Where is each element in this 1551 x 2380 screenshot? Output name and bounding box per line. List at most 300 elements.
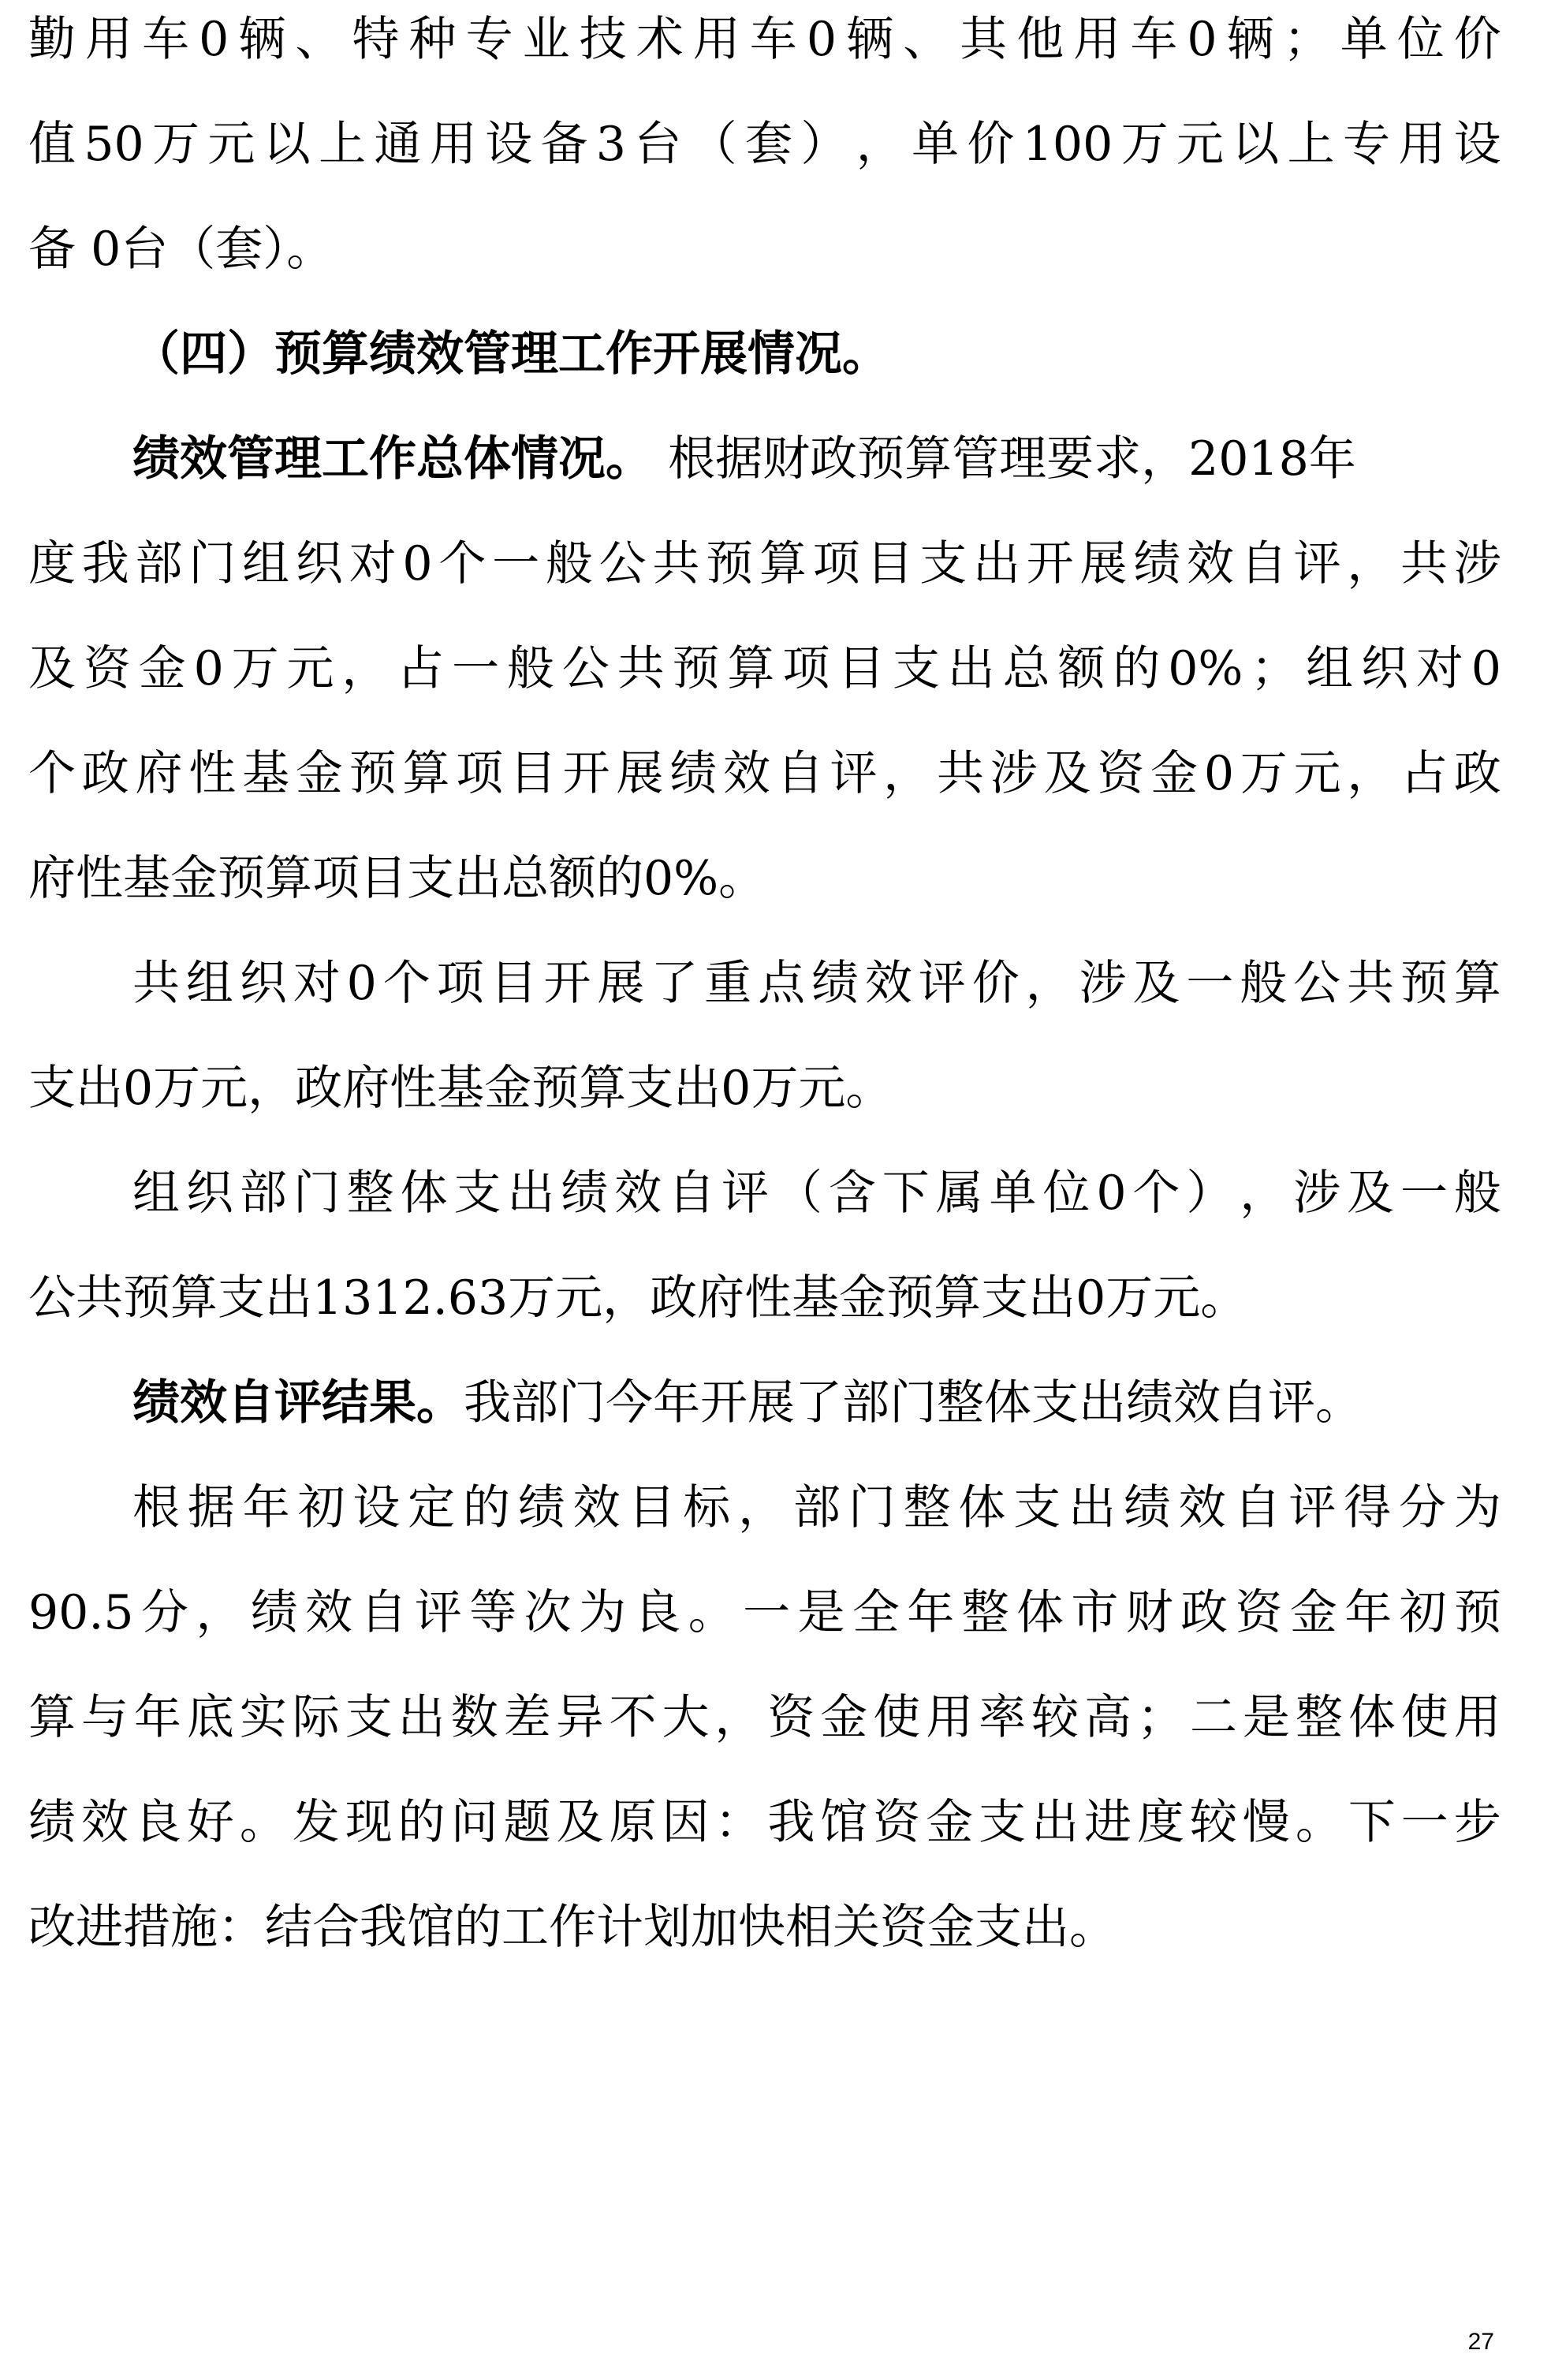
glyph: ，	[196, 1585, 244, 1640]
glyph: 算	[1453, 956, 1501, 1011]
glyph: （	[689, 117, 737, 172]
glyph: 发	[292, 1795, 340, 1850]
glyph: 金	[926, 1795, 974, 1850]
text-span: 我部门今年开展了部门整体支出绩效自评。	[464, 1375, 1363, 1431]
glyph: 据	[187, 1480, 235, 1535]
glyph: 市	[1071, 1585, 1119, 1640]
glyph: 效	[1178, 1480, 1226, 1535]
glyph: 般	[506, 641, 554, 696]
glyph: 专	[465, 12, 513, 67]
glyph: 自	[668, 1166, 716, 1221]
glyph: 等	[469, 1585, 517, 1640]
glyph: 门	[188, 536, 237, 591]
glyph: 。	[688, 1585, 736, 1640]
glyph: 支	[453, 1166, 501, 1221]
glyph: 值	[28, 117, 76, 172]
glyph: 万	[1240, 746, 1288, 801]
text-line	[132, 1468, 1501, 1547]
glyph: ，	[1240, 1166, 1288, 1221]
glyph: 为	[578, 1585, 626, 1640]
glyph: 金	[1289, 1585, 1337, 1640]
glyph: 万	[152, 117, 200, 172]
glyph: 。	[1295, 1795, 1343, 1850]
glyph: 门	[848, 1480, 896, 1535]
glyph: 专	[1342, 117, 1390, 172]
glyph: 以	[1232, 117, 1280, 172]
glyph: 使	[1400, 1690, 1448, 1745]
glyph: 效	[572, 1480, 621, 1535]
section-heading: （四）预算绩效管理工作开展情况。	[132, 326, 889, 382]
glyph: 政	[1453, 746, 1501, 801]
text-line: 改进措施：结合我馆的工作计划加快相关资金支出。	[28, 1900, 1117, 1955]
glyph: 政	[81, 746, 129, 801]
glyph: 用	[429, 117, 477, 172]
glyph: 效	[722, 746, 770, 801]
glyph: 整	[961, 1585, 1009, 1640]
glyph: 0	[402, 536, 433, 591]
glyph: ，	[1025, 956, 1073, 1011]
glyph: 用	[1398, 117, 1446, 172]
text-line	[28, 524, 1501, 603]
glyph: ）	[1186, 1166, 1234, 1221]
glyph: 资	[767, 1690, 815, 1745]
glyph: 个	[1132, 1166, 1180, 1221]
glyph: 台	[634, 117, 682, 172]
glyph: 初	[297, 1480, 345, 1535]
glyph: 体	[1016, 1585, 1064, 1640]
text-line: 公共预算支出1312.63万元，政府性基金预算支出0万元。	[28, 1270, 1248, 1326]
glyph: 支	[979, 1795, 1027, 1850]
glyph: 绩	[517, 1480, 565, 1535]
glyph: 车	[1130, 12, 1178, 67]
glyph: 整	[903, 1480, 951, 1535]
glyph: 目	[866, 536, 914, 591]
glyph: 了	[651, 956, 699, 1011]
glyph: 及	[1347, 1166, 1395, 1221]
glyph: 评	[1288, 1480, 1337, 1535]
glyph: 。	[239, 1795, 287, 1850]
glyph: 预	[1400, 956, 1448, 1011]
glyph: 项	[782, 641, 830, 696]
glyph: 共	[617, 641, 665, 696]
glyph: 绩	[250, 1585, 298, 1640]
glyph: 绩	[1123, 1480, 1171, 1535]
glyph: 资	[1235, 1585, 1283, 1640]
glyph: 年	[242, 1480, 290, 1535]
subheading-overall: 绩效管理工作总体情况。	[132, 431, 653, 487]
glyph: 良	[633, 1585, 681, 1640]
glyph: 绩	[1133, 536, 1181, 591]
glyph: 分	[1399, 1480, 1447, 1535]
glyph: 0%	[1168, 641, 1243, 696]
glyph: 含	[828, 1166, 876, 1221]
text-line	[28, 1783, 1501, 1862]
glyph: 般	[1453, 1166, 1501, 1221]
glyph: 出	[1031, 1795, 1079, 1850]
glyph: 体	[958, 1480, 1006, 1535]
glyph: 及	[1043, 746, 1091, 801]
glyph: 共	[652, 536, 700, 591]
glyph: 组	[132, 1166, 180, 1221]
glyph: 开	[1026, 536, 1074, 591]
glyph: 我	[767, 1795, 815, 1850]
glyph: 我	[81, 536, 129, 591]
glyph: 是	[797, 1585, 845, 1640]
glyph: 0	[1471, 641, 1501, 696]
glyph: 对	[293, 956, 341, 1011]
glyph: 的	[397, 1795, 446, 1850]
glyph: 的	[1113, 641, 1161, 696]
glyph: 占	[397, 641, 445, 696]
glyph: 元	[286, 641, 334, 696]
glyph: 技	[579, 12, 627, 67]
glyph: 个	[28, 746, 76, 801]
glyph: 织	[185, 1166, 233, 1221]
glyph: 共	[937, 746, 985, 801]
glyph: ；	[1283, 12, 1331, 67]
glyph: ，	[341, 641, 390, 696]
glyph: 因	[662, 1795, 710, 1850]
glyph: 及	[28, 641, 76, 696]
glyph: 辆	[846, 12, 894, 67]
glyph: 上	[319, 117, 367, 172]
glyph: 预	[349, 746, 397, 801]
glyph: 预	[672, 641, 720, 696]
glyph: ，	[714, 1690, 762, 1745]
page-number: 27	[1467, 2329, 1494, 2355]
glyph: 涉	[990, 746, 1038, 801]
glyph: 资	[83, 641, 131, 696]
glyph: 设	[352, 1480, 401, 1535]
glyph: 基	[242, 746, 290, 801]
glyph: 项	[812, 536, 860, 591]
glyph: ；	[1137, 1690, 1185, 1745]
glyph: 度	[1137, 1795, 1185, 1850]
glyph: 评	[721, 1166, 769, 1221]
glyph: ，	[1347, 536, 1395, 591]
glyph: 价	[1453, 12, 1501, 67]
glyph: 0	[1203, 746, 1235, 801]
glyph: 次	[524, 1585, 572, 1640]
glyph: 共	[1400, 536, 1448, 591]
glyph: 下	[1348, 1795, 1396, 1850]
glyph: 体	[1348, 1690, 1396, 1745]
glyph: 效	[864, 956, 912, 1011]
glyph: 二	[1189, 1690, 1237, 1745]
glyph: 备	[540, 117, 588, 172]
glyph: 织	[1361, 641, 1408, 696]
glyph: 下	[882, 1166, 930, 1221]
glyph: 万	[231, 641, 279, 696]
glyph: ，	[883, 746, 931, 801]
glyph: 一	[743, 1585, 791, 1640]
glyph: 步	[1453, 1795, 1501, 1850]
glyph: 整	[346, 1166, 394, 1221]
glyph: 评	[414, 1585, 462, 1640]
glyph: 自	[776, 746, 824, 801]
glyph: 得	[1344, 1480, 1392, 1535]
glyph: 进	[1084, 1795, 1132, 1850]
text-line: 支出0万元，政府性基金预算支出0万元。	[28, 1061, 893, 1116]
glyph: 以	[263, 117, 311, 172]
glyph: 慢	[1242, 1795, 1290, 1850]
glyph: 数	[450, 1690, 498, 1745]
glyph: 车	[749, 12, 797, 67]
glyph: 般	[1240, 956, 1288, 1011]
glyph: 金	[820, 1690, 868, 1745]
glyph: 是	[1242, 1690, 1290, 1745]
glyph: 差	[503, 1690, 551, 1745]
glyph: 展	[1079, 536, 1128, 591]
glyph: 部	[239, 1166, 287, 1221]
glyph: 政	[1180, 1585, 1228, 1640]
glyph: 高	[1084, 1690, 1132, 1745]
glyph: 总	[1002, 641, 1050, 696]
glyph: 预	[706, 536, 754, 591]
glyph: 3	[595, 117, 626, 172]
glyph: 业	[522, 12, 570, 67]
glyph: 算	[759, 536, 807, 591]
glyph: 绩	[811, 956, 859, 1011]
glyph: 一	[452, 641, 500, 696]
glyph: 对	[1415, 641, 1463, 696]
glyph: 金	[295, 746, 343, 801]
text-line	[28, 1678, 1501, 1757]
glyph: 自	[1240, 536, 1288, 591]
glyph: 用	[1453, 1690, 1501, 1745]
glyph: 价	[967, 117, 1015, 172]
glyph: 目	[490, 956, 538, 1011]
glyph: 较	[1189, 1795, 1237, 1850]
glyph: 根	[132, 1480, 180, 1535]
glyph: 个	[382, 956, 431, 1011]
glyph: 个	[438, 536, 487, 591]
glyph: 辆	[1226, 12, 1274, 67]
glyph: 位	[1042, 1166, 1091, 1221]
text-line	[28, 734, 1501, 813]
glyph: 公	[1293, 956, 1341, 1011]
glyph: 定	[408, 1480, 456, 1535]
glyph: 开	[562, 746, 610, 801]
text-line: 府性基金预算项目支出总额的0%。	[28, 851, 766, 906]
glyph: 标	[683, 1480, 731, 1535]
glyph: 评	[830, 746, 878, 801]
glyph: 额	[1057, 641, 1105, 696]
glyph: 部	[135, 536, 183, 591]
glyph: 效	[614, 1166, 662, 1221]
glyph: 效	[305, 1585, 353, 1640]
glyph: 年	[1344, 1585, 1393, 1640]
glyph: 问	[450, 1795, 498, 1850]
glyph: 术	[636, 12, 684, 67]
glyph: 金	[138, 641, 186, 696]
glyph: 支	[345, 1690, 393, 1745]
glyph: 异	[556, 1690, 604, 1745]
glyph: 公	[598, 536, 647, 591]
glyph: 底	[186, 1690, 234, 1745]
glyph: 单	[912, 117, 960, 172]
glyph: ，	[738, 1480, 786, 1535]
glyph: 用	[926, 1690, 974, 1745]
glyph: 0	[199, 12, 229, 67]
glyph: 设	[485, 117, 533, 172]
glyph: 府	[135, 746, 183, 801]
glyph: 目	[509, 746, 557, 801]
glyph: 组	[1306, 641, 1354, 696]
glyph: 评	[918, 956, 966, 1011]
glyph: 组	[185, 956, 233, 1011]
text-line	[132, 1154, 1501, 1233]
glyph: 占	[1400, 746, 1448, 801]
glyph: （	[774, 1166, 822, 1221]
glyph: ；	[1251, 641, 1299, 696]
glyph: 100	[1022, 117, 1113, 172]
glyph: 车	[142, 12, 190, 67]
glyph: ，	[1347, 746, 1395, 801]
glyph: 元	[207, 117, 255, 172]
glyph: 项	[436, 956, 484, 1011]
glyph: 评	[1293, 536, 1341, 591]
glyph: 与	[80, 1690, 129, 1745]
glyph: 特	[352, 12, 400, 67]
glyph: 题	[503, 1795, 551, 1850]
glyph: 般	[545, 536, 593, 591]
glyph: 全	[852, 1585, 900, 1640]
glyph: 单	[989, 1166, 1037, 1221]
glyph: 公	[561, 641, 610, 696]
glyph: 效	[80, 1795, 129, 1850]
glyph: 资	[1097, 746, 1145, 801]
glyph: 预	[1453, 1585, 1501, 1640]
glyph: 单	[1340, 12, 1388, 67]
glyph: 绩	[561, 1166, 609, 1221]
glyph: 自	[1233, 1480, 1281, 1535]
glyph: 万	[1120, 117, 1169, 172]
glyph: 元	[1293, 746, 1341, 801]
glyph: 绩	[28, 1795, 76, 1850]
glyph: 门	[293, 1166, 341, 1221]
glyph: 出	[972, 536, 1020, 591]
glyph: 一	[1400, 1795, 1448, 1850]
glyph: 及	[1132, 956, 1180, 1011]
glyph: 不	[609, 1690, 657, 1745]
glyph: 位	[1396, 12, 1445, 67]
glyph: 性	[188, 746, 237, 801]
glyph: 出	[507, 1166, 555, 1221]
glyph: 开	[543, 956, 591, 1011]
glyph: 用	[85, 12, 133, 67]
glyph: 较	[1031, 1690, 1079, 1745]
glyph: 涉	[1293, 1166, 1341, 1221]
glyph: ，	[856, 117, 904, 172]
text-line	[132, 1363, 1363, 1442]
glyph: 及	[556, 1795, 604, 1850]
glyph: 辆	[238, 12, 286, 67]
glyph: 出	[397, 1690, 446, 1745]
glyph: 价	[971, 956, 1020, 1011]
glyph: 财	[1125, 1585, 1173, 1640]
glyph: 0	[193, 641, 224, 696]
glyph: 年	[133, 1690, 181, 1745]
glyph: ：	[714, 1795, 762, 1850]
glyph: 出	[947, 641, 995, 696]
glyph: 一	[1186, 956, 1234, 1011]
glyph: 为	[1453, 1480, 1501, 1535]
glyph: 重	[704, 956, 752, 1011]
glyph: 勤	[28, 12, 76, 67]
glyph: 好	[186, 1795, 234, 1850]
glyph: 实	[239, 1690, 287, 1745]
glyph: 部	[792, 1480, 841, 1535]
glyph: 展	[597, 956, 645, 1011]
glyph: 他	[1016, 12, 1064, 67]
glyph: 算	[402, 746, 450, 801]
glyph: 、	[295, 12, 343, 67]
glyph: 共	[132, 956, 180, 1011]
glyph: ）	[800, 117, 848, 172]
text-line	[132, 420, 1356, 498]
text-span: 根据财政预算管理要求，2018年	[653, 431, 1356, 487]
glyph: 、	[903, 12, 951, 67]
glyph: 点	[758, 956, 806, 1011]
glyph: 出	[1068, 1480, 1117, 1535]
glyph: 一	[1400, 1166, 1448, 1221]
glyph: 属	[935, 1166, 983, 1221]
glyph: 织	[239, 956, 287, 1011]
glyph: 项	[456, 746, 504, 801]
glyph: 涉	[1453, 536, 1501, 591]
glyph: 金	[1150, 746, 1199, 801]
glyph: 现	[345, 1795, 393, 1850]
glyph: 整	[1295, 1690, 1343, 1745]
glyph: 初	[1399, 1585, 1447, 1640]
glyph: 共	[1347, 956, 1395, 1011]
glyph: 度	[28, 536, 76, 591]
glyph: 组	[242, 536, 290, 591]
glyph: 涉	[1079, 956, 1127, 1011]
glyph: 体	[400, 1166, 448, 1221]
glyph: 用	[1073, 12, 1121, 67]
glyph: 率	[979, 1690, 1027, 1745]
glyph: 0	[806, 12, 837, 67]
glyph: 际	[292, 1690, 340, 1745]
glyph: 使	[873, 1690, 921, 1745]
glyph: 90.5	[28, 1585, 134, 1640]
text-line	[28, 1573, 1501, 1652]
glyph: 绩	[669, 746, 718, 801]
glyph: 通	[374, 117, 422, 172]
glyph: 展	[616, 746, 664, 801]
glyph: 0	[1187, 12, 1217, 67]
text-line: 备 0台（套）。	[28, 222, 334, 277]
glyph: 支	[1013, 1480, 1061, 1535]
text-line	[28, 629, 1501, 708]
glyph: 支	[919, 536, 968, 591]
glyph: 用	[692, 12, 740, 67]
glyph: 良	[133, 1795, 181, 1850]
glyph: 原	[609, 1795, 657, 1850]
glyph: 的	[462, 1480, 510, 1535]
glyph: 大	[662, 1690, 710, 1745]
glyph: 一	[492, 536, 540, 591]
subheading-results: 绩效自评结果。	[132, 1375, 464, 1431]
glyph: 馆	[820, 1795, 868, 1850]
glyph: 0	[346, 956, 377, 1011]
glyph: 支	[892, 641, 940, 696]
text-line	[28, 0, 1501, 79]
glyph: 对	[349, 536, 397, 591]
glyph: 目	[628, 1480, 676, 1535]
